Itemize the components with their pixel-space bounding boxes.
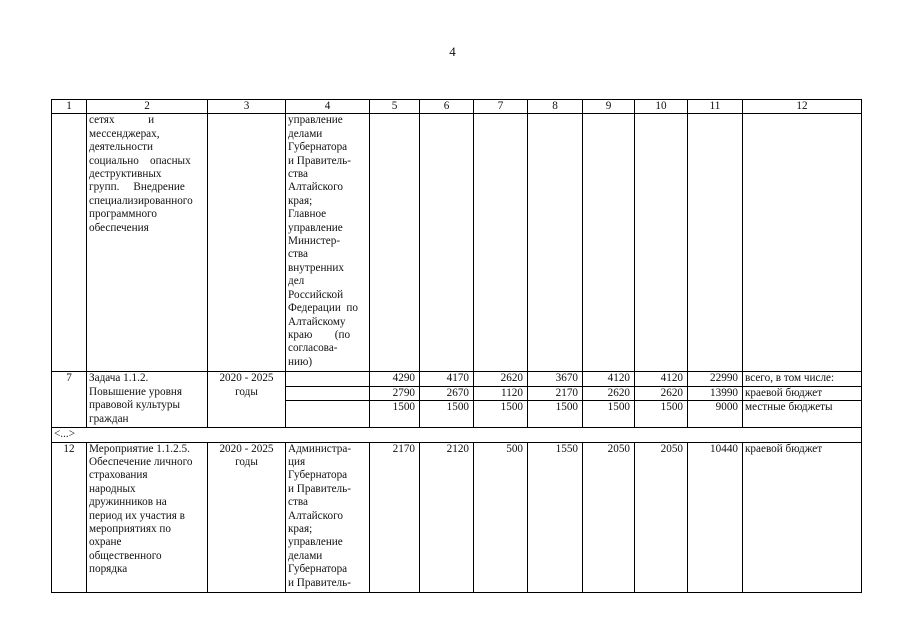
cell-description — [87, 372, 208, 428]
text-line: народных — [89, 482, 136, 495]
cell-period — [208, 372, 286, 428]
cell-value: 3670 — [528, 372, 583, 386]
header-cell: 11 — [688, 100, 743, 114]
text-line: ства — [288, 168, 308, 181]
cell-value: 1500 — [420, 401, 474, 428]
text-line: обеспечения — [89, 221, 149, 234]
text-line: ция — [288, 456, 306, 469]
text-line: нию) — [288, 355, 313, 368]
text-line: Повышение уровня — [89, 385, 182, 398]
table-row-task — [52, 372, 862, 386]
text-line: Губернатора — [288, 141, 348, 154]
text-line: специализированного — [89, 194, 193, 207]
text-line: Губернатора — [288, 563, 348, 576]
cell-executor — [286, 372, 370, 386]
header-cell: 5 — [370, 100, 420, 114]
cell-executor — [286, 442, 370, 592]
header-cell: 9 — [583, 100, 635, 114]
header-cell: 10 — [635, 100, 688, 114]
cell-value — [635, 114, 688, 372]
text-line: Алтайского — [288, 181, 343, 194]
text-line: Министер- — [288, 235, 341, 248]
cell-value — [583, 114, 635, 372]
text-line: правовой культуры — [89, 399, 181, 412]
cell-value: 2670 — [420, 386, 474, 400]
header-cell: 8 — [528, 100, 583, 114]
table-row-event — [52, 442, 862, 592]
text-line: групп. Внедрение — [89, 181, 185, 194]
cell-description — [87, 442, 208, 592]
cell-value: 2170 — [370, 442, 420, 592]
cell-description — [87, 114, 208, 372]
text-line: управление — [288, 221, 343, 234]
cell-period — [208, 114, 286, 372]
text-line: и Правитель- — [288, 154, 351, 167]
text-line: Алтайскому — [288, 315, 346, 328]
text-line: ства — [288, 496, 308, 509]
text-line: программного — [89, 208, 157, 221]
cell-source — [743, 114, 862, 372]
cell-executor — [286, 401, 370, 428]
cell-num: 12 — [52, 442, 87, 592]
cell-value: 2120 — [420, 442, 474, 592]
program-table — [51, 99, 862, 593]
text-line: краю (по — [288, 328, 351, 341]
text-line: Российской — [288, 288, 344, 301]
text-line: согласова- — [288, 342, 338, 355]
text-line: охране — [89, 536, 122, 549]
header-cell: 4 — [286, 100, 370, 114]
cell-value: 9000 — [688, 401, 743, 428]
text-line: края; — [288, 523, 313, 536]
cell-value — [528, 114, 583, 372]
text-line: мессенджерах, — [89, 127, 160, 140]
cell-source: краевой бюджет — [743, 386, 862, 400]
cell-value: 10440 — [688, 442, 743, 592]
text-line: Федерации по — [288, 302, 359, 315]
cell-value: 1500 — [583, 401, 635, 428]
cell-value: 4170 — [420, 372, 474, 386]
header-cell: 12 — [743, 100, 862, 114]
text-line: период их участия в — [89, 509, 185, 522]
cell-value: 4120 — [635, 372, 688, 386]
cell-value: 2790 — [370, 386, 420, 400]
text-line: мероприятиях по — [89, 523, 171, 536]
cell-value: 1500 — [528, 401, 583, 428]
cell-source: всего, в том числе: — [743, 372, 862, 386]
cell-value: 2620 — [474, 372, 528, 386]
text-line: годы — [235, 456, 258, 469]
cell-value: 2620 — [583, 386, 635, 400]
cell-value: 2050 — [583, 442, 635, 592]
text-line: дружинников на — [89, 496, 167, 509]
text-line: делами — [288, 127, 323, 140]
text-line: дел — [288, 275, 305, 288]
header-cell: 1 — [52, 100, 87, 114]
text-line: Обеспечение личного — [89, 456, 193, 469]
cell-value: 2620 — [635, 386, 688, 400]
text-line: сетях и — [89, 114, 155, 127]
cell-source: местные бюджеты — [743, 401, 862, 428]
cell-value — [370, 114, 420, 372]
text-line: делами — [288, 549, 323, 562]
cell-value: 1120 — [474, 386, 528, 400]
cell-value: 1500 — [635, 401, 688, 428]
header-cell: 6 — [420, 100, 474, 114]
cell-num: 7 — [52, 372, 87, 428]
text-line: 2020 - 2025 — [219, 372, 274, 385]
cell-value: 1550 — [528, 442, 583, 592]
header-cell: 3 — [208, 100, 286, 114]
text-line: края; — [288, 194, 313, 207]
cell-num — [52, 114, 87, 372]
cell-executor — [286, 386, 370, 400]
header-row — [52, 100, 862, 114]
cell-value: 13990 — [688, 386, 743, 400]
text-line: годы — [235, 385, 258, 398]
cell-value: 22990 — [688, 372, 743, 386]
text-line: социально опасных — [89, 154, 191, 167]
text-line: Администра- — [288, 442, 352, 455]
cell-value: 4290 — [370, 372, 420, 386]
text-line: общественного — [89, 549, 162, 562]
cell-value: 1500 — [370, 401, 420, 428]
text-line: деятельности — [89, 141, 154, 154]
text-line: Задача 1.1.2. — [89, 372, 149, 385]
text-line: ства — [288, 248, 308, 261]
header-cell: 2 — [87, 100, 208, 114]
cell-executor — [286, 114, 370, 372]
cell-value: 4120 — [583, 372, 635, 386]
text-line: 2020 - 2025 — [219, 442, 274, 455]
cell-value: 500 — [474, 442, 528, 592]
cell-value — [474, 114, 528, 372]
text-line: управление — [288, 536, 343, 549]
cell-value: 2170 — [528, 386, 583, 400]
text-line: управление — [288, 114, 343, 127]
cell-source: краевой бюджет — [743, 442, 862, 592]
cell-value — [420, 114, 474, 372]
ellipsis-cell: <...> — [52, 428, 862, 442]
text-line: Губернатора — [288, 469, 348, 482]
cell-value — [688, 114, 743, 372]
text-line: порядка — [89, 563, 128, 576]
text-line: внутренних — [288, 261, 345, 274]
text-line: деструктивных — [89, 168, 162, 181]
text-line: Главное — [288, 208, 327, 221]
text-line: и Правитель- — [288, 482, 351, 495]
table-row-continuation — [52, 114, 862, 372]
header-cell: 7 — [474, 100, 528, 114]
text-line: граждан — [89, 412, 129, 425]
text-line: страхования — [89, 469, 148, 482]
table-row-ellipsis — [52, 428, 862, 442]
page-number: 4 — [449, 44, 456, 59]
cell-value: 2050 — [635, 442, 688, 592]
text-line: Алтайского — [288, 509, 343, 522]
cell-period — [208, 442, 286, 592]
cell-value: 1500 — [474, 401, 528, 428]
text-line: Мероприятие 1.1.2.5. — [89, 442, 190, 455]
text-line: и Правитель- — [288, 576, 351, 589]
